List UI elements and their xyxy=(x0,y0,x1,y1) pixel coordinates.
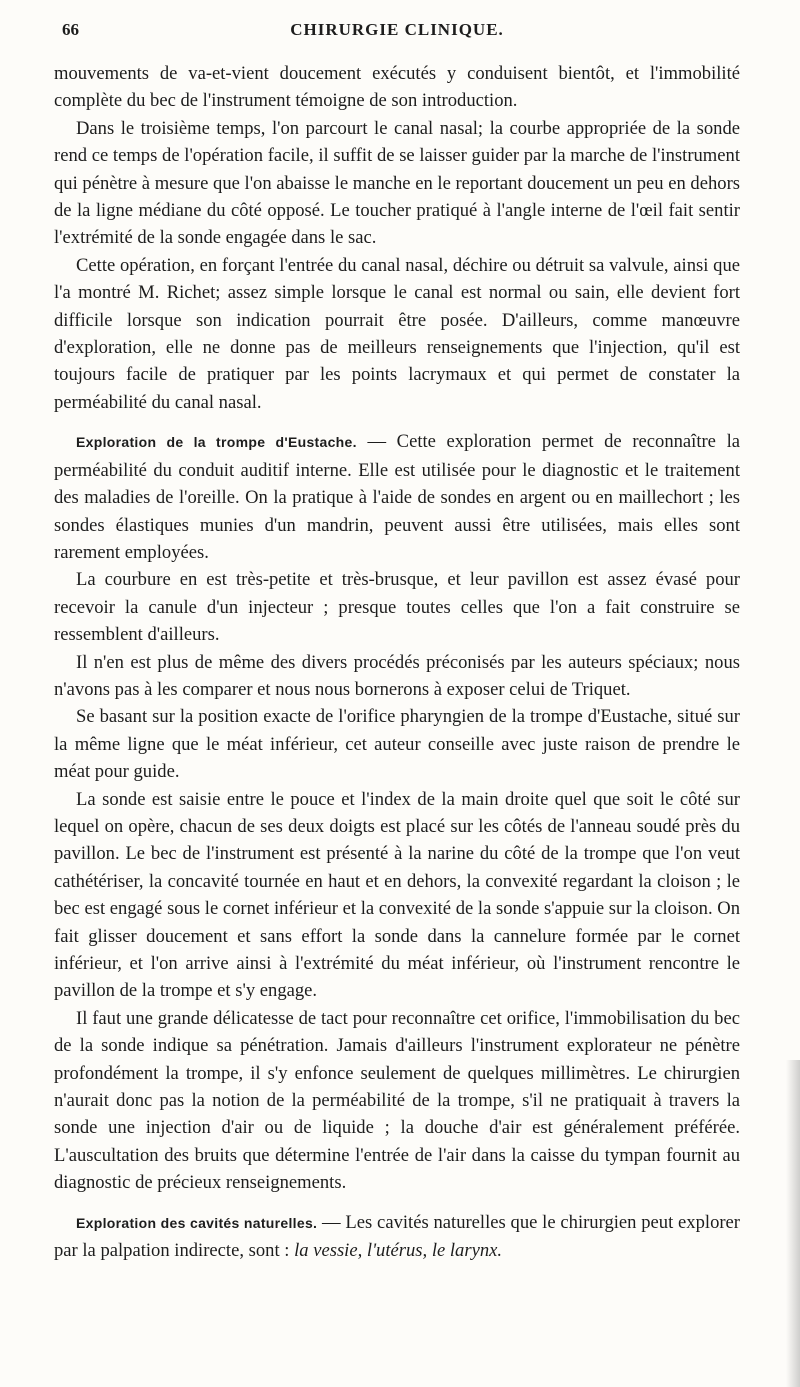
section-heading-cavites: Exploration des cavités naturelles. xyxy=(76,1214,318,1231)
section-text-eustache: — Cette exploration permet de reconnaître la perméabilité du conduit auditif interne. Elle est utilisée pour le diagnostic et le traitement des maladies de l'oreille. On la pratique à l'aide de sondes en argent ou en maillechort ; les sondes élastiques munies d'un mandrin, peuvent aussi être utilisées, mais elles sont rarement employées. xyxy=(54,431,740,563)
running-title: CHIRURGIE CLINIQUE. xyxy=(290,20,504,39)
paragraph: Il n'en est plus de même des divers procédés préconisés par les auteurs spéciaux; nous n'avons pas à les comparer et nous nous bornerons à exposer celui de Triquet. xyxy=(54,651,740,700)
body-text xyxy=(54,60,740,1264)
page-number: 66 xyxy=(62,20,79,39)
section-heading-eustache: Exploration de la trompe d'Eustache. xyxy=(76,434,357,451)
paragraph: Dans le troisième temps, l'on parcourt le canal nasal; la courbe appropriée de la sonde rend ce temps de l'opération facile, il suffit de se laisser guider par la marche de l'instrument qui pénètre à mesure que l'on abaisse le manche en le reportant doucement un peu en dehors de la ligne médiane du côté opposé. Le toucher pratiqué à l'angle interne de l'œil fait sentir l'extrémité de la sonde engagée dans le sac. xyxy=(54,117,740,249)
paragraph: Il faut une grande délicatesse de tact pour reconnaître cet orifice, l'immobilisation du bec de la sonde indique sa pénétration. Jamais d'ailleurs l'instrument explorateur ne pénètre profondément la trompe, il s'y enfonce seulement de quelques millimètres. Le chirurgien n'aurait donc pas la notion de la perméabilité de la trompe, s'il ne pratiquait à travers la sonde une injection d'air ou de liquide ; la douche d'air est généralement préférée. L'auscultation des bruits que détermine l'entrée de l'air dans la caisse du tympan fournit au diagnostic de précieux renseignements. xyxy=(54,1007,740,1194)
paragraph-continued: mouvements de va-et-vient doucement exécutés y conduisent bientôt, et l'immobilité complète du bec de l'instrument témoigne de son introduction. xyxy=(54,63,740,112)
section-text-cavites: — Les cavités naturelles que le chirurgien peut explorer par la palpation indirecte, sont : xyxy=(54,1211,741,1262)
page-header xyxy=(54,20,740,46)
paragraph: Se basant sur la position exacte de l'orifice pharyngien de la trompe d'Eustache, situé sur la même ligne que le méat inférieur, cet auteur conseille avec juste raison de prendre le méat pour guide. xyxy=(54,706,740,783)
section-text-cavites-italic: la vessie, l'utérus, le larynx. xyxy=(294,1240,503,1262)
section-paragraph-eustache xyxy=(54,428,740,566)
paragraph: La courbure en est très-petite et très-brusque, et leur pavillon est assez évasé pour recevoir la canule d'un injecteur ; presque toutes celles que l'on a fait construire se ressemblent d'ailleurs. xyxy=(54,569,740,646)
paragraph: Cette opération, en forçant l'entrée du canal nasal, déchire ou détruit sa valvule, ainsi que l'a montré M. Richet; assez simple lorsque le canal est normal ou sain, elle devient fort difficile lorsque son indication pourrait être posée. D'ailleurs, comme manœuvre d'exploration, elle ne donne pas de meilleurs renseignements que l'injection, qu'il est toujours facile de pratiquer par les points lacrymaux et qui permet de constater la perméabilité du canal nasal. xyxy=(54,254,740,413)
page-edge-shadow xyxy=(786,1060,800,1387)
section-paragraph-cavites xyxy=(54,1209,740,1265)
paragraph: La sonde est saisie entre le pouce et l'index de la main droite quel que soit le côté sur lequel on opère, chacun de ses deux doigts est placé sur les côtés de l'anneau soudé près du pavillon. Le bec de l'instrument est présenté à la narine du côté de la trompe que l'on veut cathétériser, la concavité tournée en haut et en dehors, la convexité regardant la cloison ; le bec est engagé sous le cornet inférieur et la convexité de la sonde s'appuie sur la cloison. On fait glisser doucement et sans effort la sonde dans la cannelure formée par le cornet inférieur, et l'on arrive ainsi à l'extrémité du méat inférieur, où l'instrument rencontre le pavillon de la trompe et s'y engage. xyxy=(54,788,740,1002)
